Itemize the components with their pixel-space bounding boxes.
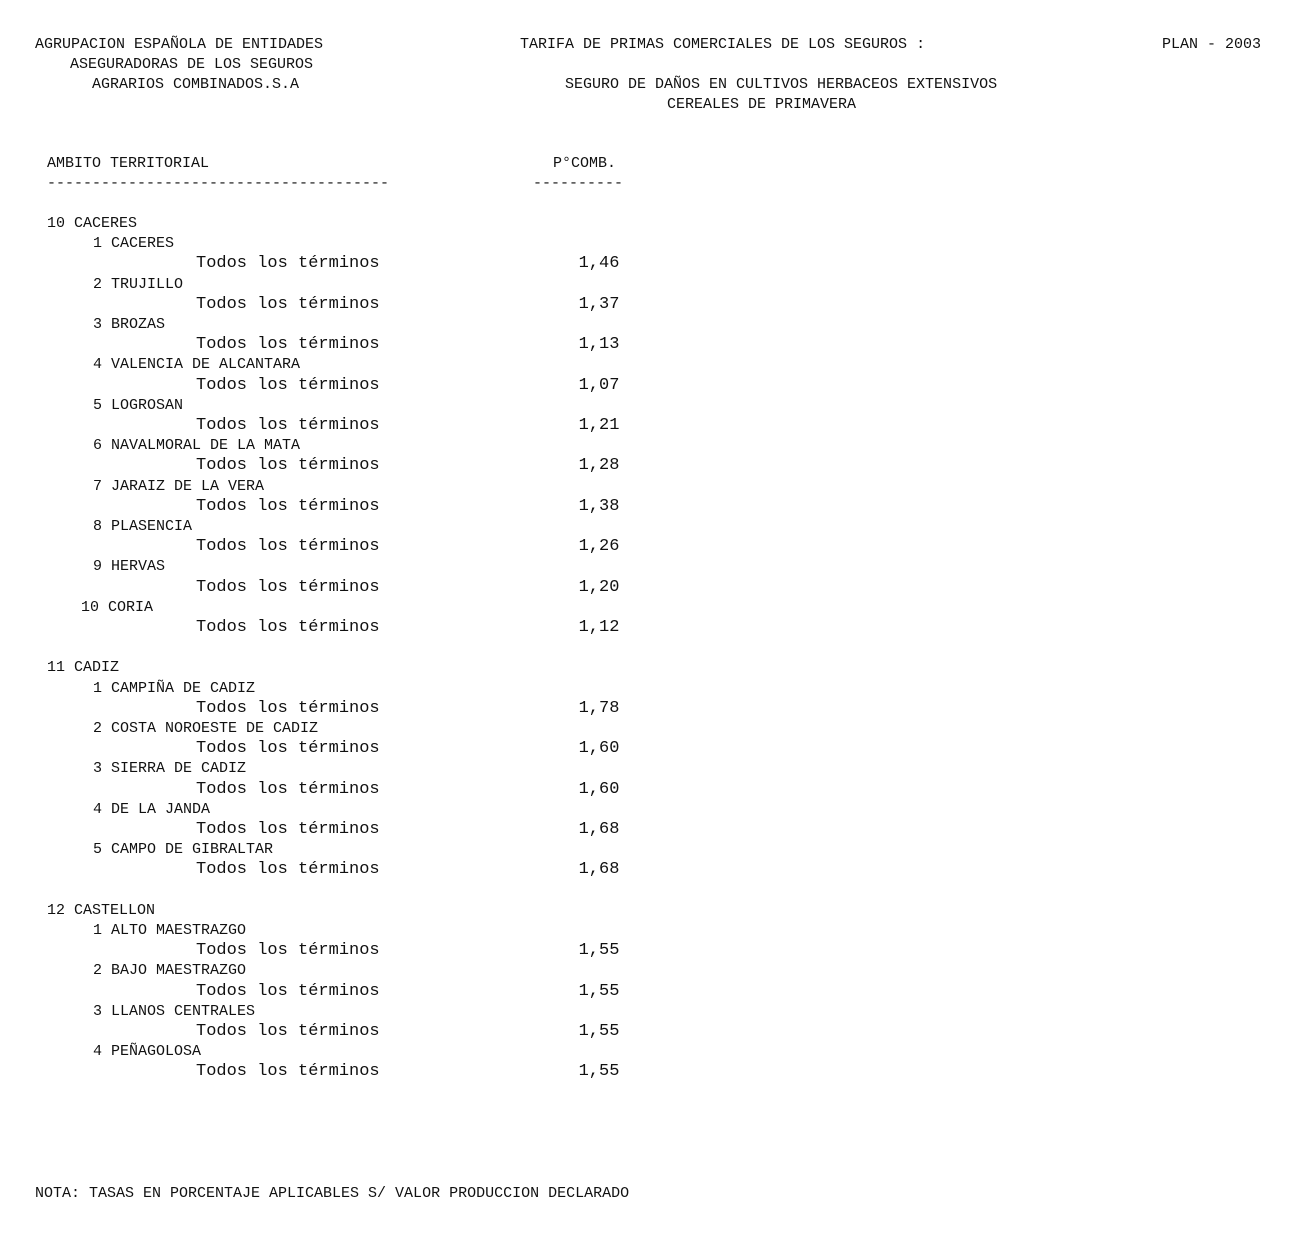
term-label: Todos los términos <box>196 416 380 435</box>
term-label: Todos los términos <box>196 294 380 314</box>
region-label: 3 LLANOS CENTRALES <box>93 1002 256 1020</box>
term-label: Todos los términos <box>196 537 380 557</box>
footer-note: NOTA: TASAS EN PORCENTAJE APLICABLES S/ VALOR PRODUCCION DECLARADO <box>35 1185 630 1202</box>
org-name-line1: AGRUPACION ESPAÑOLA DE ENTIDADES <box>35 36 324 53</box>
term-label: Todos los términos <box>196 941 380 961</box>
premium-value: 1,28 <box>578 456 620 476</box>
term-label: Todos los términos <box>196 1022 380 1041</box>
province-heading: 10 CACERES <box>47 215 138 232</box>
region-label: 5 CAMPO DE GIBRALTAR <box>93 841 274 859</box>
premium-value: 1,37 <box>578 294 620 314</box>
term-label: Todos los términos <box>196 981 380 1001</box>
tariff-title: TARIFA DE PRIMAS COMERCIALES DE LOS SEGUROS : <box>520 36 926 53</box>
term-label: Todos los términos <box>196 820 380 839</box>
region-label: 5 LOGROSAN <box>93 396 184 414</box>
region-label: 4 DE LA JANDA <box>93 800 211 818</box>
term-label: Todos los términos <box>196 254 380 274</box>
region-label: 4 VALENCIA DE ALCANTARA <box>93 356 301 374</box>
region-label: 4 PEÑAGOLOSA <box>93 1043 202 1061</box>
region-label: 3 SIERRA DE CADIZ <box>93 760 247 778</box>
premium-value: 1,78 <box>578 698 620 718</box>
term-label: Todos los términos <box>196 618 380 637</box>
term-label: Todos los términos <box>196 577 380 597</box>
premium-value: 1,26 <box>578 537 620 557</box>
premium-value: 1,07 <box>578 375 620 395</box>
term-label: Todos los términos <box>196 335 380 355</box>
premium-value: 1,55 <box>578 941 620 961</box>
org-name-line2: ASEGURADORAS DE LOS SEGUROS <box>70 56 314 73</box>
province-heading: 12 CASTELLON <box>47 901 156 919</box>
premium-value: 1,60 <box>578 739 620 759</box>
region-label: 1 ALTO MAESTRAZGO <box>93 922 247 939</box>
premium-value: 1,20 <box>578 577 620 597</box>
term-label: Todos los términos <box>196 375 380 395</box>
premium-value: 1,38 <box>578 496 620 516</box>
region-label: 1 CAMPIÑA DE CADIZ <box>93 679 256 697</box>
column-rule-territory: -------------------------------------- <box>47 175 390 192</box>
premium-value: 1,68 <box>578 820 620 839</box>
term-label: Todos los términos <box>196 496 380 516</box>
column-rule-premium: ---------- <box>533 175 624 192</box>
plan-label: PLAN - 2003 <box>1162 36 1262 53</box>
premium-value: 1,55 <box>578 981 620 1001</box>
premium-value: 1,46 <box>578 254 620 274</box>
region-label: 2 BAJO MAESTRAZGO <box>93 962 247 980</box>
term-label: Todos los términos <box>196 456 380 476</box>
insurance-line2: CEREALES DE PRIMAVERA <box>667 96 857 113</box>
premium-value: 1,13 <box>578 335 620 355</box>
region-label: 2 TRUJILLO <box>93 275 184 293</box>
premium-value: 1,12 <box>578 618 620 637</box>
region-label: 10 CORIA <box>81 598 154 616</box>
region-label: 9 HERVAS <box>93 558 166 576</box>
region-label: 2 COSTA NOROESTE DE CADIZ <box>93 720 319 737</box>
region-label: 7 JARAIZ DE LA VERA <box>93 477 265 495</box>
term-label: Todos los términos <box>196 739 380 759</box>
region-label: 3 BROZAS <box>93 316 166 333</box>
region-label: 8 PLASENCIA <box>93 518 193 535</box>
term-label: Todos los términos <box>196 1062 380 1082</box>
premium-value: 1,21 <box>578 416 620 435</box>
term-label: Todos los términos <box>196 698 380 718</box>
term-label: Todos los términos <box>196 860 380 880</box>
region-label: 1 CACERES <box>93 235 175 253</box>
insurance-line1: SEGURO DE DAÑOS EN CULTIVOS HERBACEOS EXTENSIVOS <box>565 76 998 93</box>
premium-value: 1,60 <box>578 779 620 799</box>
org-name-line3: AGRARIOS COMBINADOS.S.A <box>92 76 300 93</box>
premium-value: 1,68 <box>578 860 620 880</box>
province-heading: 11 CADIZ <box>47 659 120 677</box>
term-label: Todos los términos <box>196 779 380 799</box>
column-header-territory: AMBITO TERRITORIAL <box>47 155 210 172</box>
premium-value: 1,55 <box>578 1062 620 1082</box>
premium-value: 1,55 <box>578 1022 620 1041</box>
column-header-premium: P°COMB. <box>553 155 617 172</box>
region-label: 6 NAVALMORAL DE LA MATA <box>93 437 301 455</box>
